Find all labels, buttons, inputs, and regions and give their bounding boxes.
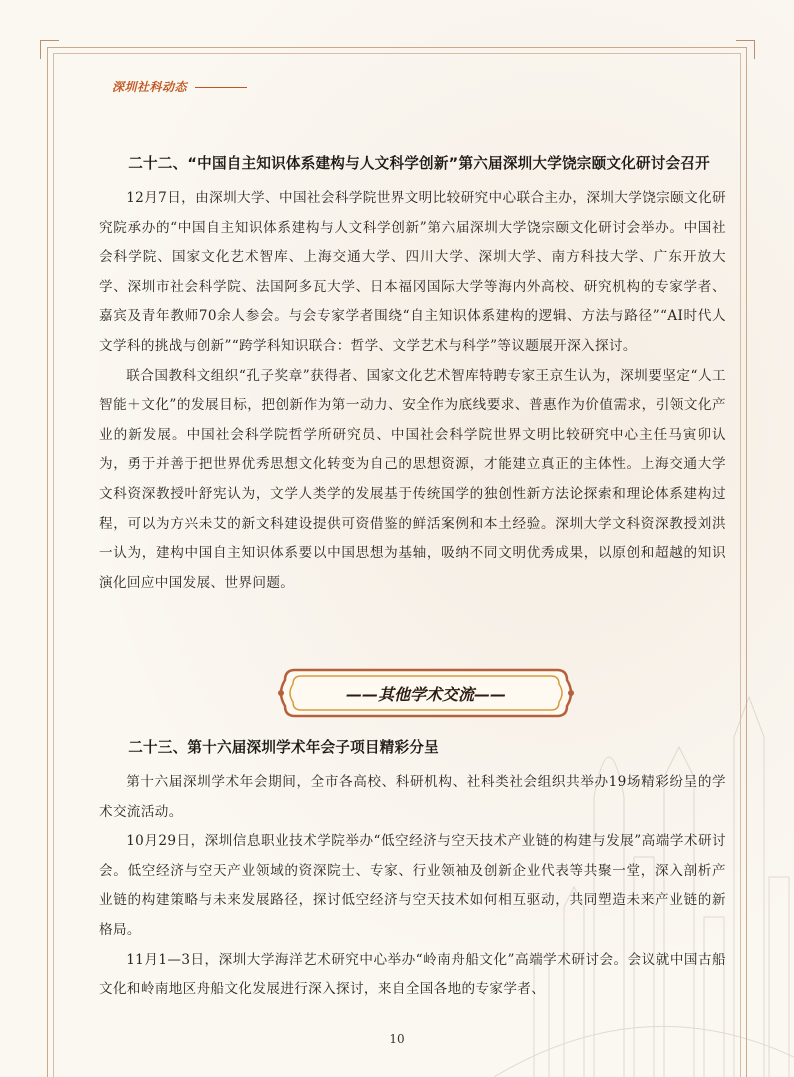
header-rule — [195, 87, 247, 88]
running-header: 深圳社科动态 — [112, 80, 188, 94]
section-22-paragraph-2: 联合国教科文组织“孔子奖章”获得者、国家文化艺术智库特聘专家王京生认为，深圳要坚定“人工智能＋文化”的发展目标，把创新作为第一动力、安全作为底线要求、普惠作为价值需求，引领文化产业的新发展。中国社会科学院哲学所研究员、中国社会科学院世界文明比较研究中心主任马寅卯认为，勇于并善于把世界优秀思想文化转变为自己的思想资源，才能建立真正的主体性。上海交通大学文科资深教授叶舒宪认为，文学人类学的发展基于传统国学的独创性新方法论探索和理论体系建构过程，可以为方兴未艾的新文科建设提供可资借鉴的鲜活案例和本土经验。深圳大学文科资深教授刘洪一认为，建构中国自主知识体系要以中国思想为基轴，吸纳不同文明优秀成果，以原创和超越的知识演化回应中国发展、世界问题。 — [99, 367, 726, 591]
section-23-title: 二十三、第十六届深圳学术年会子项目精彩分呈 — [128, 739, 439, 756]
section-22-title: 二十二、“中国自主知识体系建构与人文科学创新”第六届深圳大学饶宗颐文化研讨会召开 — [128, 155, 710, 172]
frame-corner-top-right — [736, 40, 755, 59]
frame-corner-top-left — [40, 40, 59, 59]
page-number: 10 — [389, 1032, 405, 1046]
section-23 — [99, 734, 726, 1005]
section-23-paragraph-3: 11月1—3日，深圳大学海洋艺术研究中心举办“岭南舟船文化”高端学术研讨会。会议就中国古船文化和岭南地区舟船文化发展进行深入探讨，来自全国各地的专家学者、 — [99, 951, 726, 998]
section-banner — [275, 664, 577, 722]
section-23-paragraph-2: 10月29日，深圳信息职业技术学院举办“低空经济与空天技术产业链的构建与发展”高端学术研讨会。低空经济与空天产业领域的资深院士、专家、行业领袖及创新企业代表等共聚一堂，深入剖析产业链的构建策略与未来发展路径，探讨低空经济与空天技术如何相互驱动，共同塑造未来产业链的新格局。 — [99, 833, 726, 938]
section-22 — [99, 150, 726, 598]
section-23-paragraph-1: 第十六届深圳学术年会期间，全市各高校、科研机构、社科类社会组织共举办19场精彩纷呈的学术交流活动。 — [99, 774, 726, 820]
section-22-paragraph-1: 12月7日，由深圳大学、中国社会科学院世界文明比较研究中心联合主办，深圳大学饶宗颐文化研究院承办的“中国自主知识体系建构与人文科学创新”第六届深圳大学饶宗颐文化研讨会举办。中国社会科学院、国家文化艺术智库、上海交通大学、四川大学、深圳大学、南方科技大学、广东开放大学、深圳市社会科学院、法国阿多瓦大学、日本福冈国际大学等海内外高校、研究机构的专家学者、嘉宾及青年教师70余人参会。与会专家学者围绕“自主知识体系建构的逻辑、方法与路径”“AI时代人文学科的挑战与创新”“跨学科知识联合：哲学、文学艺术与科学”等议题展开深入探讨。 — [99, 190, 726, 354]
banner-label: ——其他学术交流—— — [345, 684, 506, 704]
